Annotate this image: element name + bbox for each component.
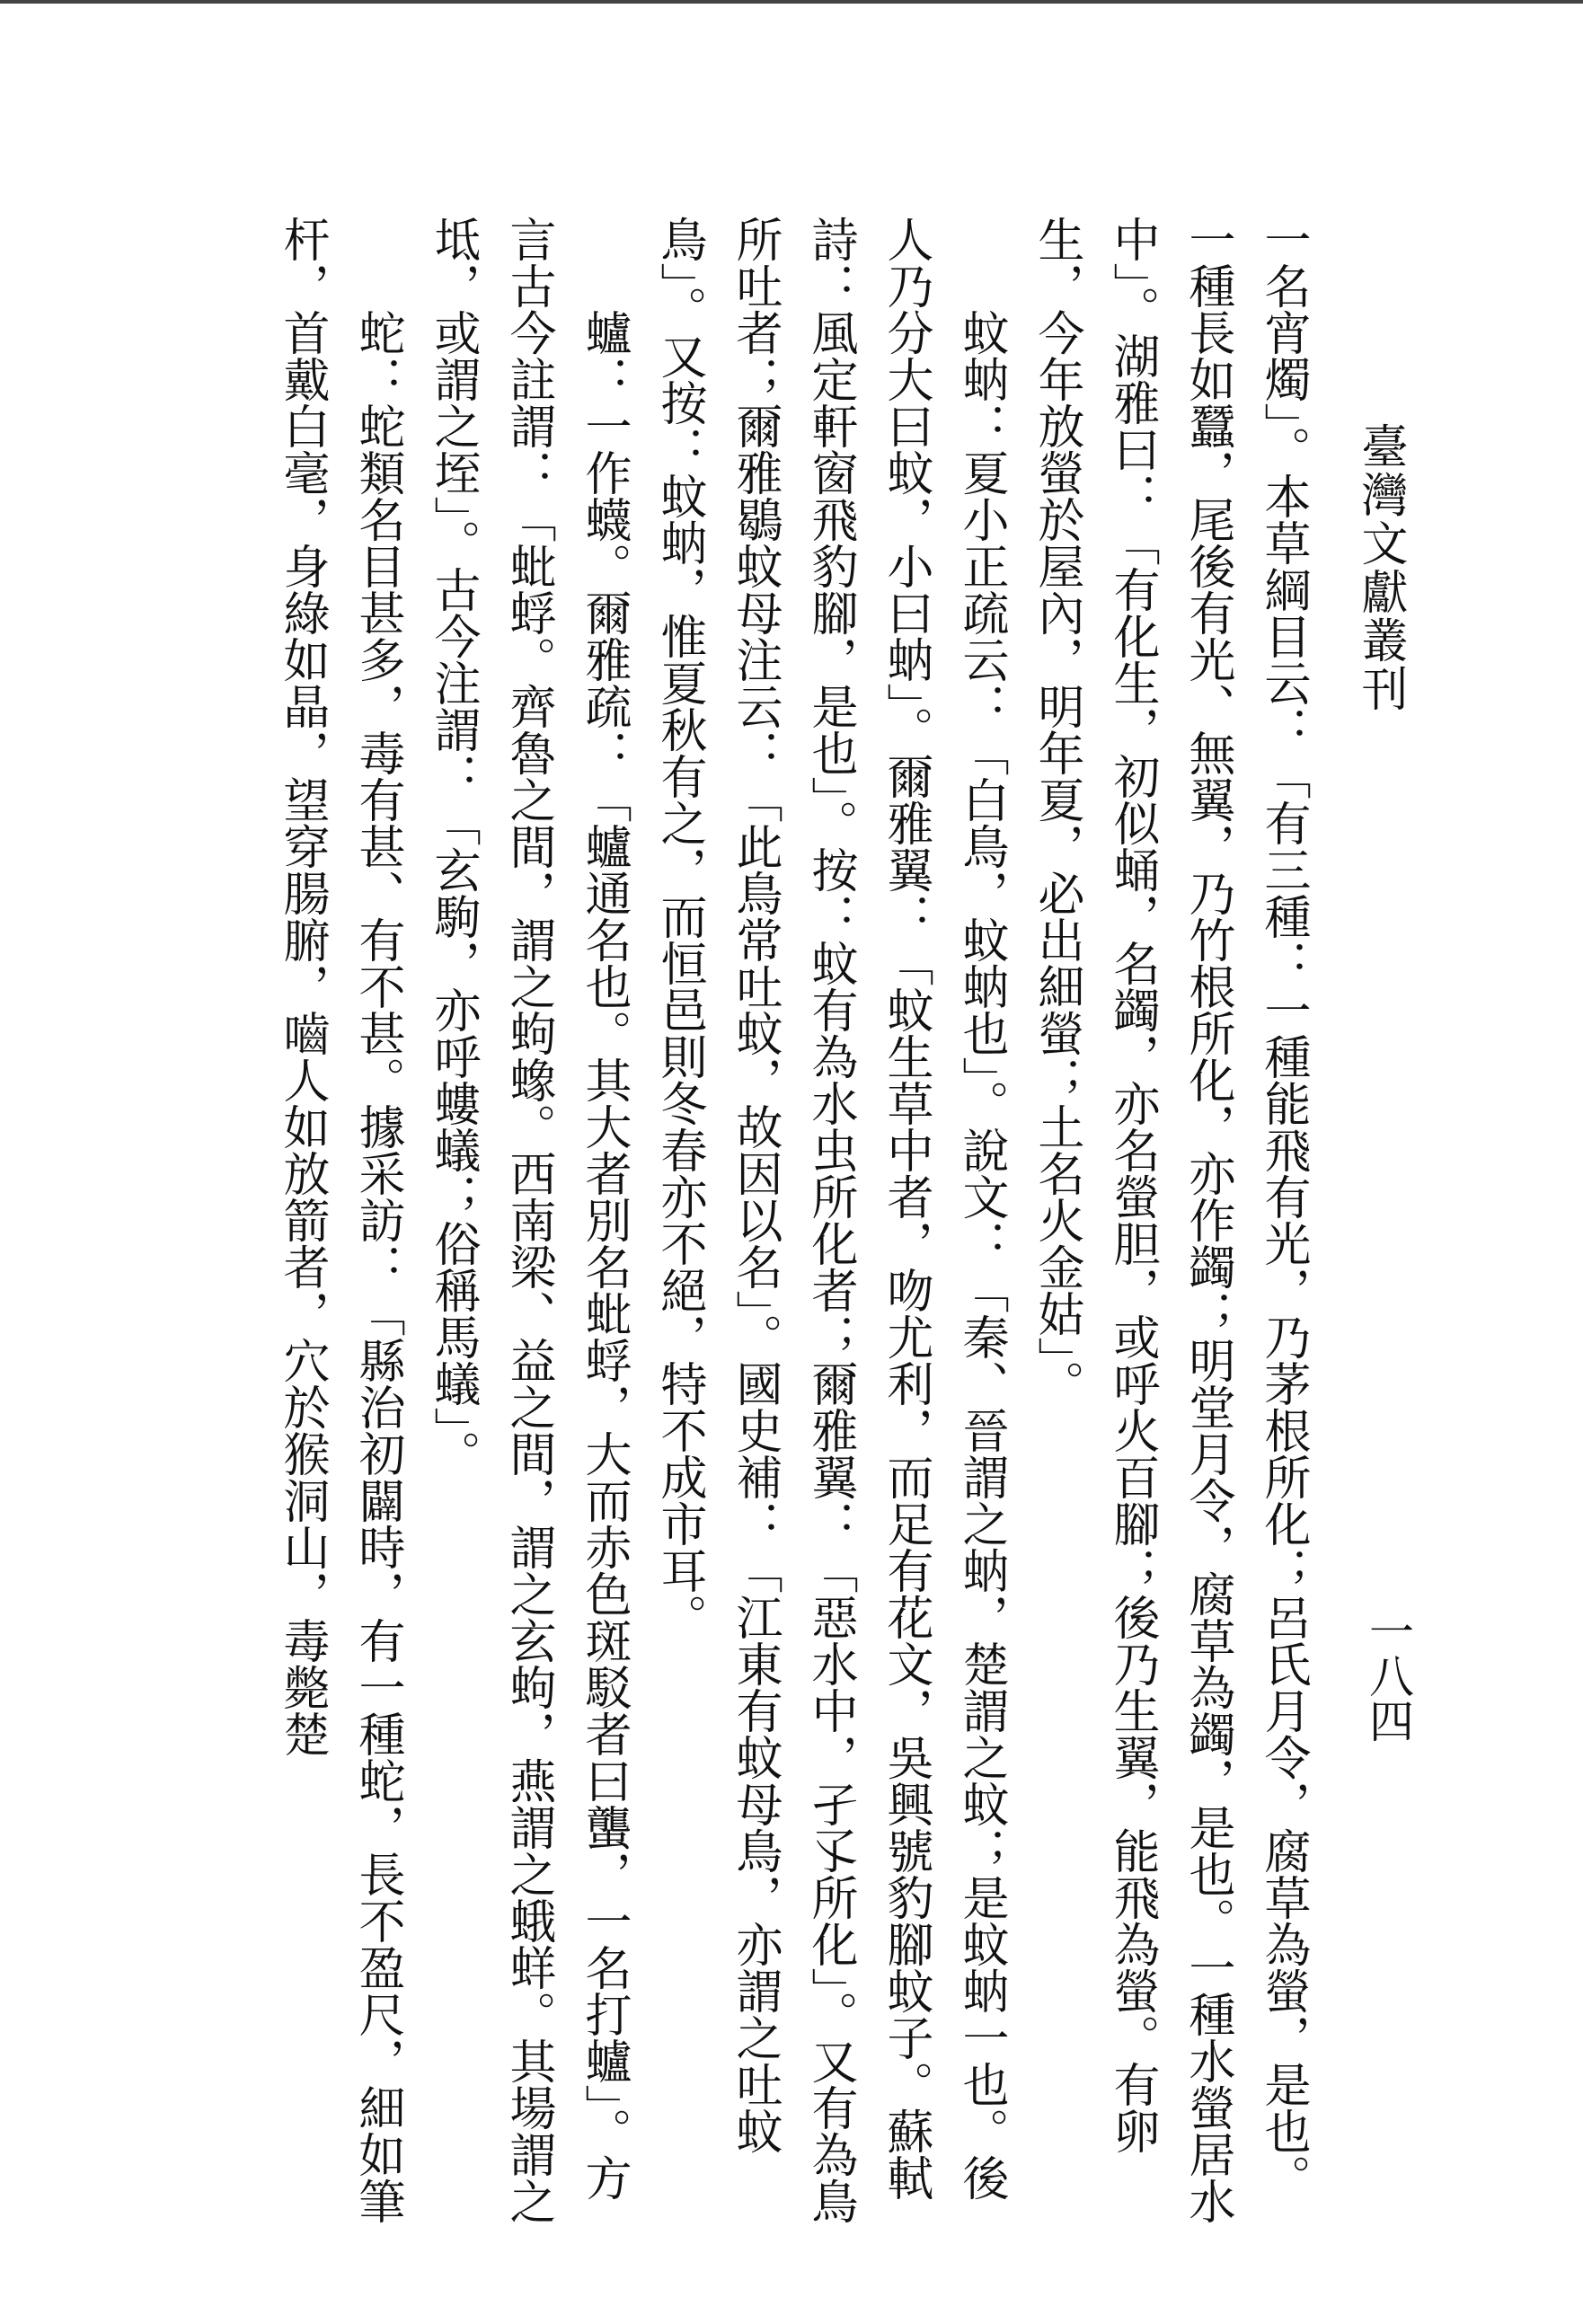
paragraph-firefly: 一名宵燭」。本草綱目云：「有三種：一種能飛有光，乃茅根所化；呂氏月令，腐草為螢，是也。一種長如蠶，尾後有光、無翼，乃竹根所化，亦作蠲；明堂月令，腐草為蠲，是也。一種水螢居水中」。湖雅曰：「有化生，初似蛹，名蠲，亦名螢胆，或呼火百腳；後乃生翼，能飛為螢。有卵生，今年放螢於屋內，明年夏，必出細螢；土名火金姑」。 — [1030, 216, 1310, 2224]
paragraph-ant: 蠦：一作蠛。爾雅疏：「蠦通名也。其大者別名蚍蜉，大而赤色斑駁者曰蠪，一名打蠦」。方言古今註謂：「蚍蜉。齊魯之間，謂之蚼蟓。西南梁、益之間，謂之玄蚼，燕謂之蛾蛘。其場謂之坻，或謂之垤」。古今注謂：「玄駒，亦呼螻蟻；俗稱馬蟻」。 — [426, 216, 631, 2224]
paragraph-snake: 蛇：蛇類名目甚多，毒有甚、有不甚。據采訪：「縣治初闢時，有一種蛇，長不盈尺，細如筆杆，首戴白毫，身綠如晶，望穿腸腑，嚙人如放箭者，穴於猴洞山，毒斃楚 — [275, 216, 404, 2224]
paragraph-mosquito: 蚊蚋：夏小正疏云：「白鳥，蚊蚋也」。說文：「秦、晉謂之蚋，楚謂之蚊；是蚊蚋一也。後人乃分大曰蚊，小曰蚋」。爾雅翼：「蚊生草中者，吻尤利，而足有花文，吳興號豹腳蚊子。蘇軾詩：風定軒窗飛豹腳，是也」。按：蚊有為水虫所化者；爾雅翼：「惡水中，孑孓所化」。又有為鳥所吐者；爾雅鶡蚊母注云：「此鳥常吐蚊，故因以名」。國史補：「江東有蚊母鳥，亦謂之吐蚊鳥」。又按：蚊蚋，惟夏秋有之，而恒邑則冬春亦不絕，特不成市耳。 — [652, 216, 1008, 2224]
body-text — [117, 216, 1321, 2246]
page-number: 一八四 — [1362, 1608, 1414, 1743]
top-edge-line — [0, 0, 1583, 4]
running-title: 臺灣文獻叢刊 — [1353, 422, 1407, 713]
